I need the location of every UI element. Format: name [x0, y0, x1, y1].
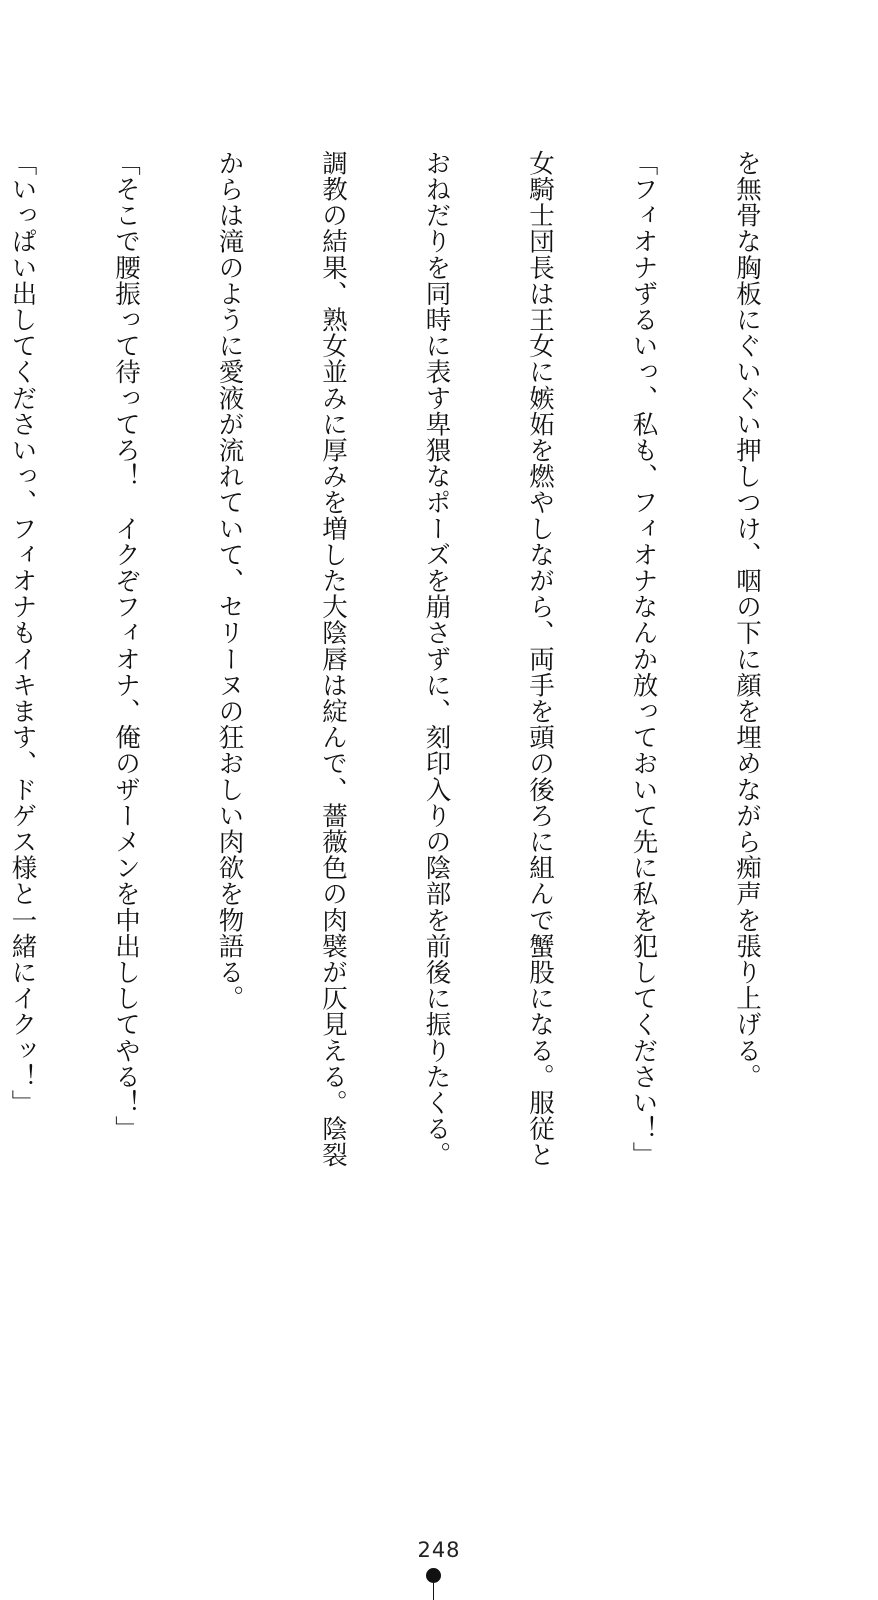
vertical-body-text [0, 150, 833, 1310]
text-line: 「いっぱい出してくださいっ、フィオナもイキます、ドゲス様と一緒にイクッ！」 [7, 150, 38, 1116]
text-line: 「そこで腰振って待ってろ！ イクぞフィオナ、俺のザーメンを中出ししてやる！」 [111, 150, 141, 1142]
text-line: からは滝のように愛液が流れていて、セリーヌの狂おしい肉欲を物語る。 [214, 150, 245, 1012]
text-line: 「フィオナずるいっ、私も、フィオナなんか放っておいて先に私を犯してください！」 [628, 150, 659, 1168]
text-line: おねだりを同時に表す卑猥なポーズを崩さずに、刻印入りの陰部を前後に振りたくる。 [421, 150, 452, 1168]
text-line: を無骨な胸板にぐいぐい押しつけ、咽の下に顔を埋めながら痴声を張り上げる。 [732, 150, 762, 1090]
text-line: 女騎士団長は王女に嫉妬を燃やしながら、両手を頭の後ろに組んで蟹股になる。服従と [525, 150, 555, 1168]
page-marker-line [433, 1572, 434, 1600]
page-number: 248 [417, 1538, 461, 1562]
text-line: 調教の結果、熟女並みに厚みを増した大陰唇は綻んで、薔薇色の肉襞が仄見える。陰裂 [318, 150, 348, 1168]
